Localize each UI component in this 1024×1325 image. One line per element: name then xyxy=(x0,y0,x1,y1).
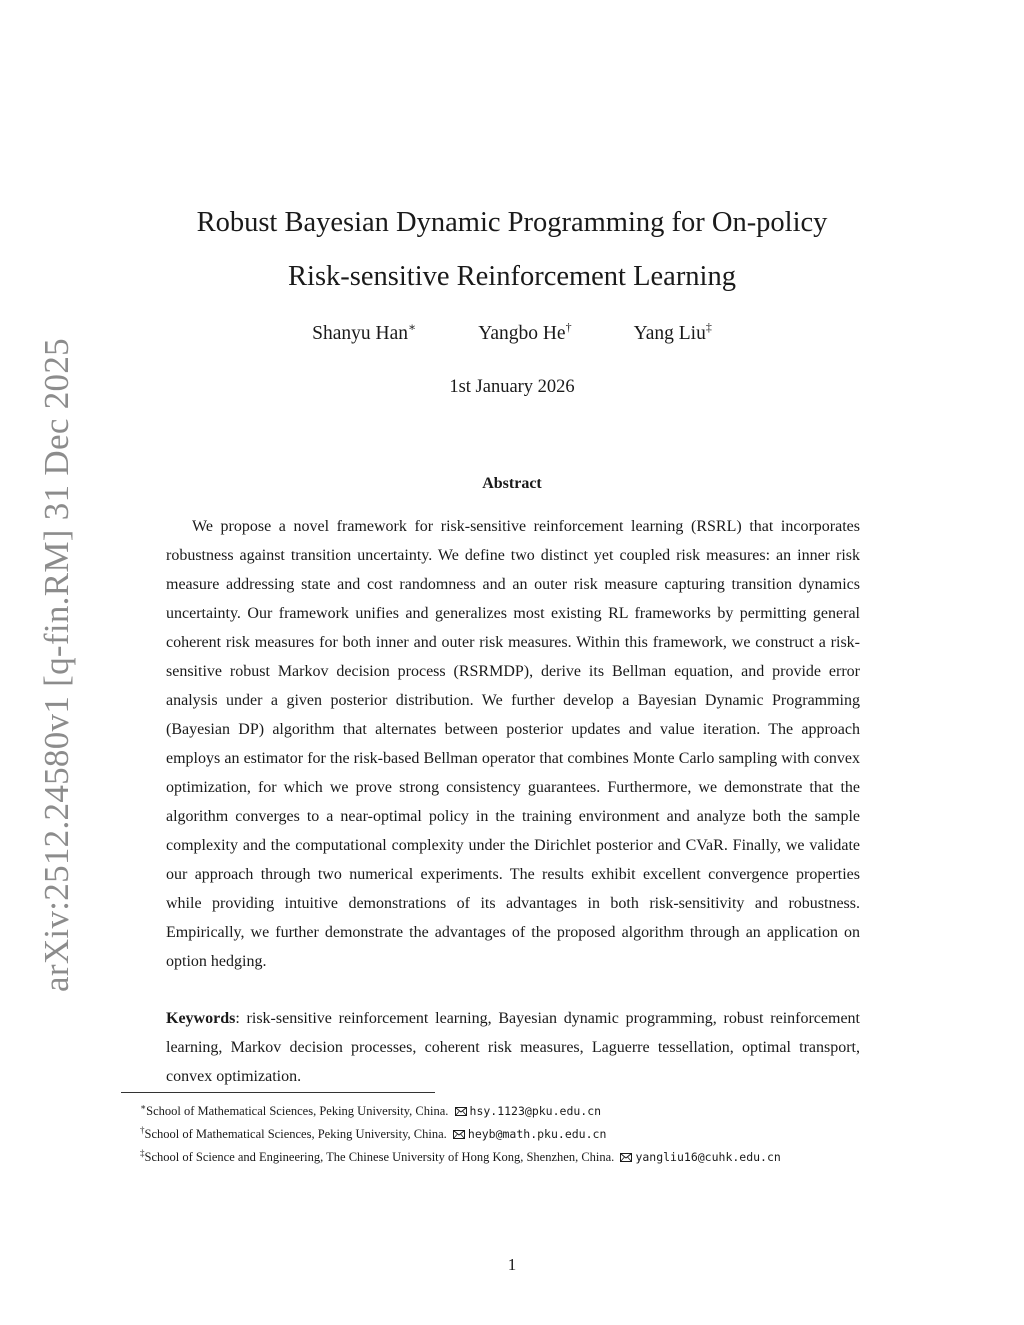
keywords-text: : risk-sensitive reinforcement learning, Bayesian dynamic programming, robust reinforcement learning, Markov decision processes, coherent risk measures, Laguerre tessellation, optimal transport, convex optimization. xyxy=(166,1010,860,1085)
footnote-mark: ∗ xyxy=(140,1102,147,1112)
footnote-affiliation: School of Mathematical Sciences, Peking University, China. xyxy=(144,1127,447,1141)
footnote-1 xyxy=(140,1100,920,1123)
author-2 xyxy=(478,320,572,345)
paper-title xyxy=(120,196,904,304)
footnote-email-link[interactable]: heyb@math.pku.edu.cn xyxy=(467,1127,607,1141)
footnote-affiliation: School of Science and Engineering, The Chinese University of Hong Kong, Shenzhen, China. xyxy=(144,1150,615,1164)
footnote-email-link[interactable]: yangliu16@cuhk.edu.cn xyxy=(635,1150,781,1164)
footnote-2 xyxy=(140,1123,920,1146)
author-footnote-mark: ∗ xyxy=(408,320,417,334)
author-footnote-mark: ‡ xyxy=(705,320,712,334)
footnote-affiliation: School of Mathematical Sciences, Peking University, China. xyxy=(146,1104,449,1118)
footnote-divider xyxy=(121,1092,435,1093)
author-3 xyxy=(633,320,712,345)
envelope-icon xyxy=(620,1153,632,1162)
author-list xyxy=(120,320,904,345)
envelope-icon xyxy=(453,1130,465,1139)
author-1 xyxy=(312,320,417,345)
abstract-heading: Abstract xyxy=(482,475,542,492)
page-number: 1 xyxy=(507,1255,517,1274)
title-line-1: Robust Bayesian Dynamic Programming for On-policy xyxy=(196,207,828,238)
footnote-3 xyxy=(140,1146,920,1169)
keywords-paragraph xyxy=(166,1004,860,1091)
abstract-body: We propose a novel framework for risk-sensitive reinforcement learning (RSRL) that incorporates robustness against transition uncertainty. We define two distinct yet coupled risk measures: an inner risk measure addressing state and cost randomness and an outer risk measure capturing transition dynamics uncertainty. Our framework unifies and generalizes most existing RL frameworks by permitting general coherent risk measures for both inner and outer risk measures. Within this framework, we construct a risk-sensitive robust Markov decision process (RSRMDP), derive its Bellman equation, and provide error analysis under a given posterior distribution. We further develop a Bayesian Dynamic Programming (Bayesian DP) algorithm that alternates between posterior updates and value iteration. The approach employs an estimator for the risk-based Bellman operator that combines Monte Carlo sampling with convex optimization, for which we prove strong consistency guarantees. Furthermore, we demonstrate that the algorithm converges to a near-optimal policy in the training environment and analyze both the sample complexity and the computational complexity under the Dirichlet posterior and CVaR. Finally, we validate our approach through two numerical experiments. The results exhibit excellent convergence properties while providing intuitive demonstrations of its advantages in both risk-sensitivity and robustness. Empirically, we further demonstrate the advantages of the proposed algorithm through an application on option hedging. xyxy=(166,518,860,970)
author-name: Yangbo He xyxy=(478,323,566,344)
author-name: Shanyu Han xyxy=(312,323,409,344)
footnote-email-link[interactable]: hsy.1123@pku.edu.cn xyxy=(469,1104,602,1118)
paper-date: 1st January 2026 xyxy=(449,377,575,397)
footnotes xyxy=(140,1100,920,1169)
author-name: Yang Liu xyxy=(633,323,706,344)
arxiv-identifier-stamp: arXiv:2512.24580v1 [q-fin.RM] 31 Dec 2025 xyxy=(37,338,76,992)
keywords-label: Keywords xyxy=(166,1010,236,1027)
title-line-2: Risk-sensitive Reinforcement Learning xyxy=(288,261,736,292)
author-footnote-mark: † xyxy=(565,320,572,334)
envelope-icon xyxy=(455,1107,467,1116)
footnote-mark: ‡ xyxy=(140,1148,145,1158)
footnote-mark: † xyxy=(140,1125,145,1135)
